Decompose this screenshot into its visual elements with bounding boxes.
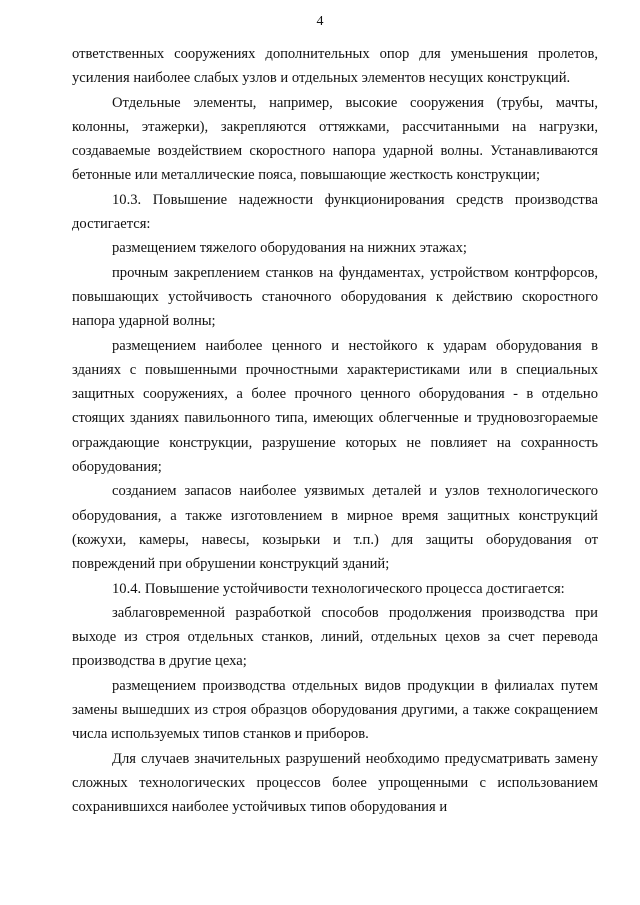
list-item-branch-production: размещением производства отдельных видов продукции в филиалах путем замены вышедших из строя образцов оборудования другими, а также сокращением числа используемых типов станков и приборов. — [72, 677, 598, 743]
section-10-3-heading: 10.3. Повышение надежности функционирования средств производства достигается: — [72, 191, 598, 233]
list-item-heavy-equipment: размещением тяжелого оборудования на нижних этажах; — [112, 240, 467, 257]
paragraph-major-destruction: Для случаев значительных разрушений необходимо предусматривать замену сложных технологических процессов более упрощенными с использованием сохранившихся наиболее устойчивых типов оборудования и — [72, 750, 598, 816]
list-item-valuable-equipment: размещением наиболее ценного и нестойкого к ударам оборудования в зданиях с повышенными прочностными характеристиками или в специальных защитных сооружениях, а более прочного ценного оборудования - в отдельно стоящих зданиях павильонного типа, имеющих облегченные и трудновозгораемые ограждающие конструкции, разрушение которых не повлияет на сохранность оборудования; — [72, 337, 598, 476]
list-item-machine-fastening: прочным закреплением станков на фундаментах, устройством контрфорсов, повышающих устойчивость станочного оборудования к действию скоростного напора ударной волны; — [72, 264, 598, 330]
list-item-production-continuation: заблаговременной разработкой способов продолжения производства при выходе из строя отдельных станков, линий, отдельных цехов за счет перевода производства в другие цеха; — [72, 604, 598, 670]
page-number: 4 — [316, 14, 324, 29]
paragraph-continuation: ответственных сооружениях дополнительных опор для уменьшения пролетов, усиления наиболее слабых узлов и отдельных элементов несущих конструкций. — [72, 46, 598, 87]
document-body — [72, 42, 598, 820]
paragraph-anchoring: Отдельные элементы, например, высокие сооружения (трубы, мачты, колонны, этажерки), закрепляются оттяжками, рассчитанными на нагрузки, создаваемые воздействием скоростного напора ударной волны. Устанавливаются бетонные или металлические пояса, повышающие жесткость конструкции; — [72, 94, 598, 184]
section-10-4-heading: 10.4. Повышение устойчивости технологического процесса достигается: — [112, 580, 565, 597]
list-item-spare-parts: созданием запасов наиболее уязвимых деталей и узлов технологического оборудования, а также изготовлением в мирное время защитных конструкций (кожухи, камеры, навесы, козырьки и т.п.) для защиты оборудования от повреждений при обрушении конструкций зданий; — [72, 483, 598, 573]
